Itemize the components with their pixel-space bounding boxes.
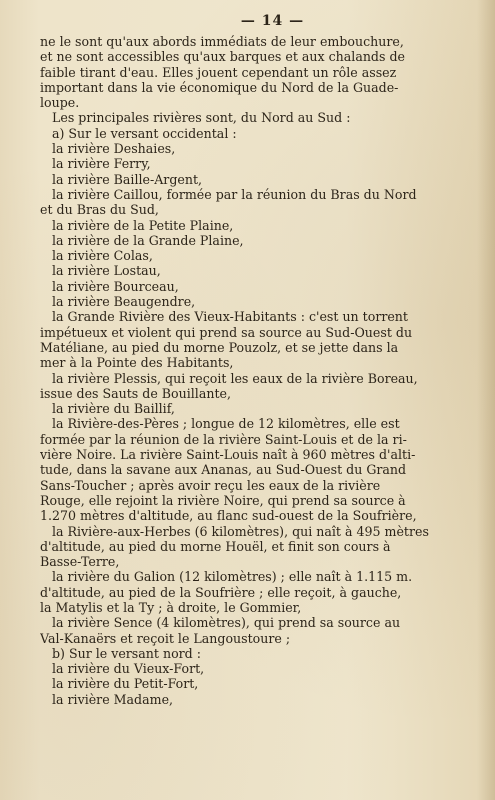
text-line: Les principales rivières sont, du Nord au Sud :	[52, 110, 351, 126]
text-line: d'altitude, au pied de la Soufrière ; elle reçoit, à gauche,	[40, 584, 402, 600]
text-line: faible tirant d'eau. Elles jouent cependant un rôle assez	[40, 64, 397, 80]
text-line: loupe.	[40, 95, 80, 111]
text-line: la rivière Beaugendre,	[52, 294, 196, 310]
text-line: la Rivière-aux-Herbes (6 kilomètres), qui naît à 495 mètres	[52, 523, 429, 539]
text-line: la rivière Ferry,	[52, 156, 151, 172]
text-line: b) Sur le versant nord :	[52, 645, 201, 661]
text-line: Matéliane, au pied du morne Pouzolz, et se jette dans la	[40, 339, 399, 355]
text-line: mer à la Pointe des Habitants,	[40, 355, 234, 371]
text-line: a) Sur le versant occidental :	[52, 125, 237, 141]
text-line: la rivière du Galion (12 kilomètres) ; elle naît à 1.115 m.	[52, 569, 413, 585]
text-line: tude, dans la savane aux Ananas, au Sud-Ouest du Grand	[40, 462, 407, 478]
text-line: la rivière Colas,	[52, 248, 153, 264]
text-line: la rivière Sence (4 kilomètres), qui prend sa source au	[52, 615, 401, 631]
text-line: la rivière Plessis, qui reçoit les eaux de la rivière Boreau,	[52, 370, 418, 386]
text-line: la rivière Madame,	[52, 691, 174, 707]
text-line: Basse-Terre,	[40, 554, 120, 570]
text-line: la Grande Rivière des Vieux-Habitants : c'est un torrent	[52, 309, 408, 325]
text-line: et ne sont accessibles qu'aux barques et aux chalands de	[40, 49, 405, 65]
text-line: vière Noire. La rivière Saint-Louis naît à 960 mètres d'alti-	[40, 447, 416, 463]
text-line: la rivière Lostau,	[52, 263, 161, 279]
text-line: Val-Kanaërs et reçoit le Langoustoure ;	[40, 630, 291, 646]
text-line: la rivière du Petit-Fort,	[52, 676, 199, 692]
text-line: la rivière Bourceau,	[52, 278, 179, 294]
text-line: impétueux et violent qui prend sa source au Sud-Ouest du	[40, 324, 413, 340]
text-line: la rivière de la Petite Plaine,	[52, 217, 234, 233]
page-body-text	[40, 34, 485, 707]
text-line: la Matylis et la Ty ; à droite, le Gommier,	[40, 599, 302, 615]
text-line: formée par la réunion de la rivière Saint-Louis et de la ri-	[40, 431, 407, 447]
text-line: la rivière Caillou, formée par la réunion du Bras du Nord	[52, 186, 417, 202]
text-line: 1.270 mètres d'altitude, au flanc sud-ouest de la Soufrière,	[40, 508, 417, 524]
text-line: important dans la vie économique du Nord de la Guade-	[40, 79, 399, 95]
text-line: ne le sont qu'aux abords immédiats de leur embouchure,	[40, 34, 404, 49]
text-line: la Rivière-des-Pères ; longue de 12 kilomètres, elle est	[52, 416, 400, 432]
text-line: la rivière Baille-Argent,	[52, 171, 203, 187]
text-line: la rivière du Baillif,	[52, 401, 175, 417]
text-line: Rouge, elle rejoint la rivière Noire, qui prend sa source à	[40, 492, 406, 508]
text-line: la rivière de la Grande Plaine,	[52, 232, 244, 248]
text-line: d'altitude, au pied du morne Houël, et finit son cours à	[40, 538, 391, 554]
text-line: et du Bras du Sud,	[40, 202, 159, 218]
text-line: Sans-Toucher ; après avoir reçu les eaux de la rivière	[40, 477, 381, 493]
page-number-header: — 14 —	[240, 13, 305, 29]
text-line: la rivière du Vieux-Fort,	[52, 661, 205, 677]
text-line: issue des Sauts de Bouillante,	[40, 385, 231, 401]
text-line: la rivière Deshaies,	[52, 141, 176, 157]
